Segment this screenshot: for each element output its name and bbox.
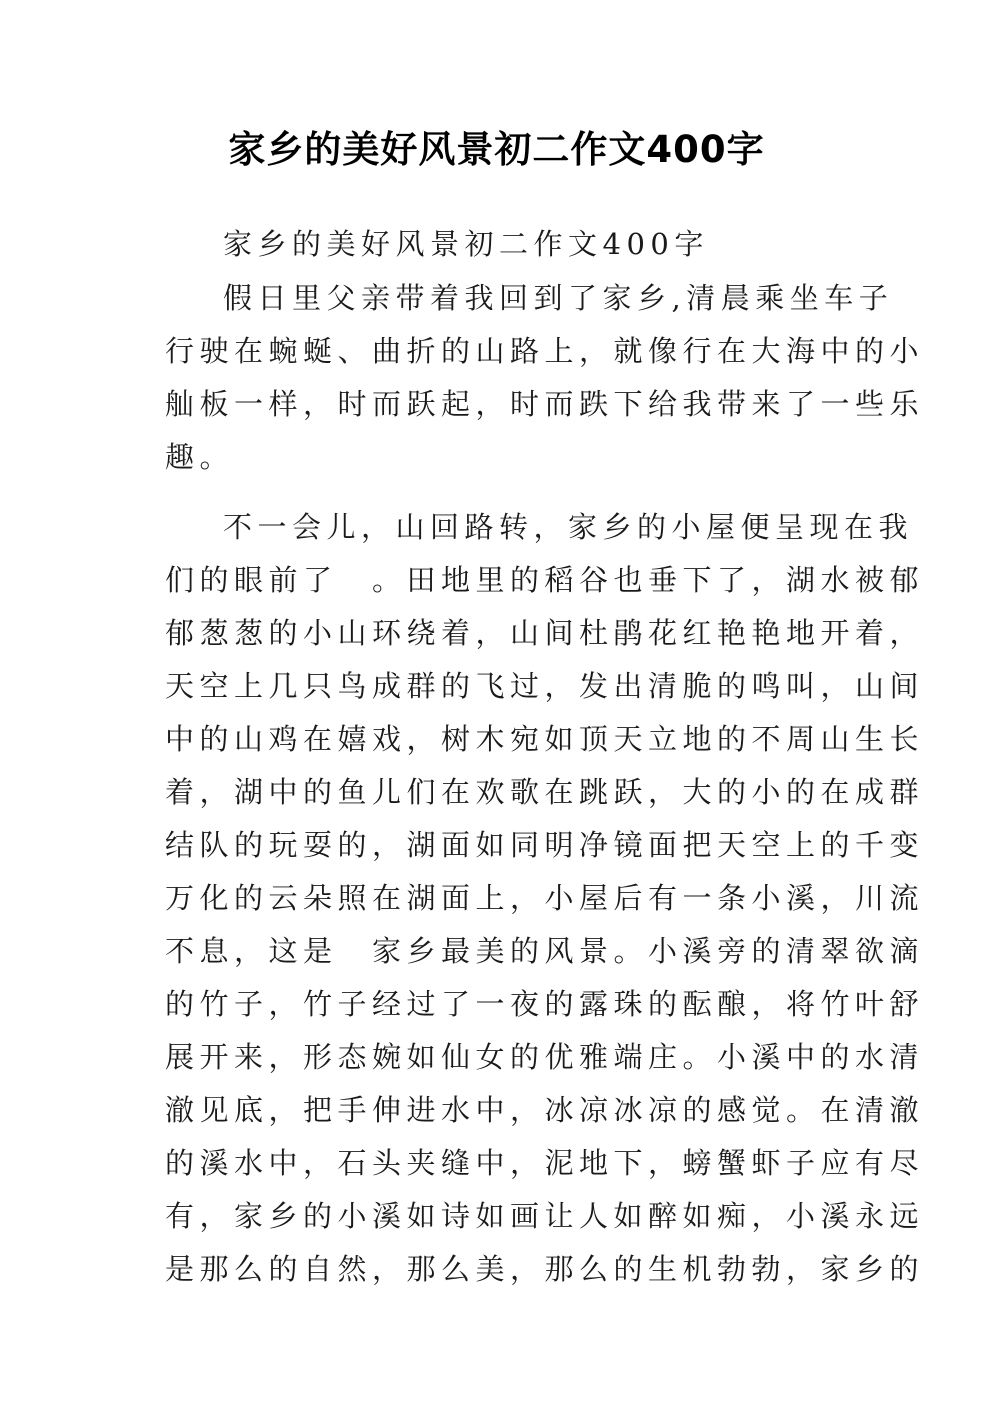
paragraph-2-line-3: 郁葱葱的小山环绕着，山间杜鹃花红艳艳地开着， [165,616,925,650]
paragraph-2-line-15: 是那么的自然，那么美，那么的生机勃勃，家乡的 [165,1252,925,1286]
paragraph-2-line-12: 澈见底，把手伸进水中，冰凉冰凉的感觉。在清澈 [165,1093,925,1127]
paragraph-2-line-11: 展开来，形态婉如仙女的优雅端庄。小溪中的水清 [165,1040,925,1074]
paragraph-2-line-2: 们的眼前了 。田地里的稻谷也垂下了，湖水被郁 [165,563,925,597]
paragraph-2-line-4: 天空上几只鸟成群的飞过，发出清脆的鸣叫，山间 [165,669,925,703]
paragraph-2-line-8: 万化的云朵照在湖面上，小屋后有一条小溪，川流 [165,881,925,915]
paragraph-2-line-1: 不一会儿，山回路转，家乡的小屋便呈现在我 [223,510,914,544]
paragraph-2-line-5: 中的山鸡在嬉戏，树木宛如顶天立地的不周山生长 [165,722,925,756]
paragraph-2-line-14: 有，家乡的小溪如诗如画让人如醉如痴，小溪永远 [165,1199,925,1233]
paragraph-1-line-4: 趣。 [165,440,235,474]
paragraph-2-line-7: 结队的玩耍的，湖面如同明净镜面把天空上的千变 [165,828,925,862]
paragraph-2-line-13: 的溪水中，石头夹缝中，泥地下，螃蟹虾子应有尽 [165,1146,925,1180]
paragraph-1-line-2: 行驶在蜿蜒、曲折的山路上，就像行在大海中的小 [165,334,925,368]
paragraph-2-line-9: 不息，这是 家乡最美的风景。小溪旁的清翠欲滴 [165,934,925,968]
paragraph-2-line-10: 的竹子，竹子经过了一夜的露珠的酝酿，将竹叶舒 [165,987,925,1021]
paragraph-1-line-3: 舢板一样，时而跃起，时而跌下给我带来了一些乐 [165,387,925,421]
paragraph-2-line-6: 着，湖中的鱼儿们在欢歌在跳跃，大的小的在成群 [165,775,925,809]
subtitle-line: 家乡的美好风景初二作文400字 [223,227,709,261]
document-title: 家乡的美好风景初二作文400字 [228,128,765,171]
paragraph-1-line-1: 假日里父亲带着我回到了家乡,清晨乘坐车子 [223,281,894,315]
